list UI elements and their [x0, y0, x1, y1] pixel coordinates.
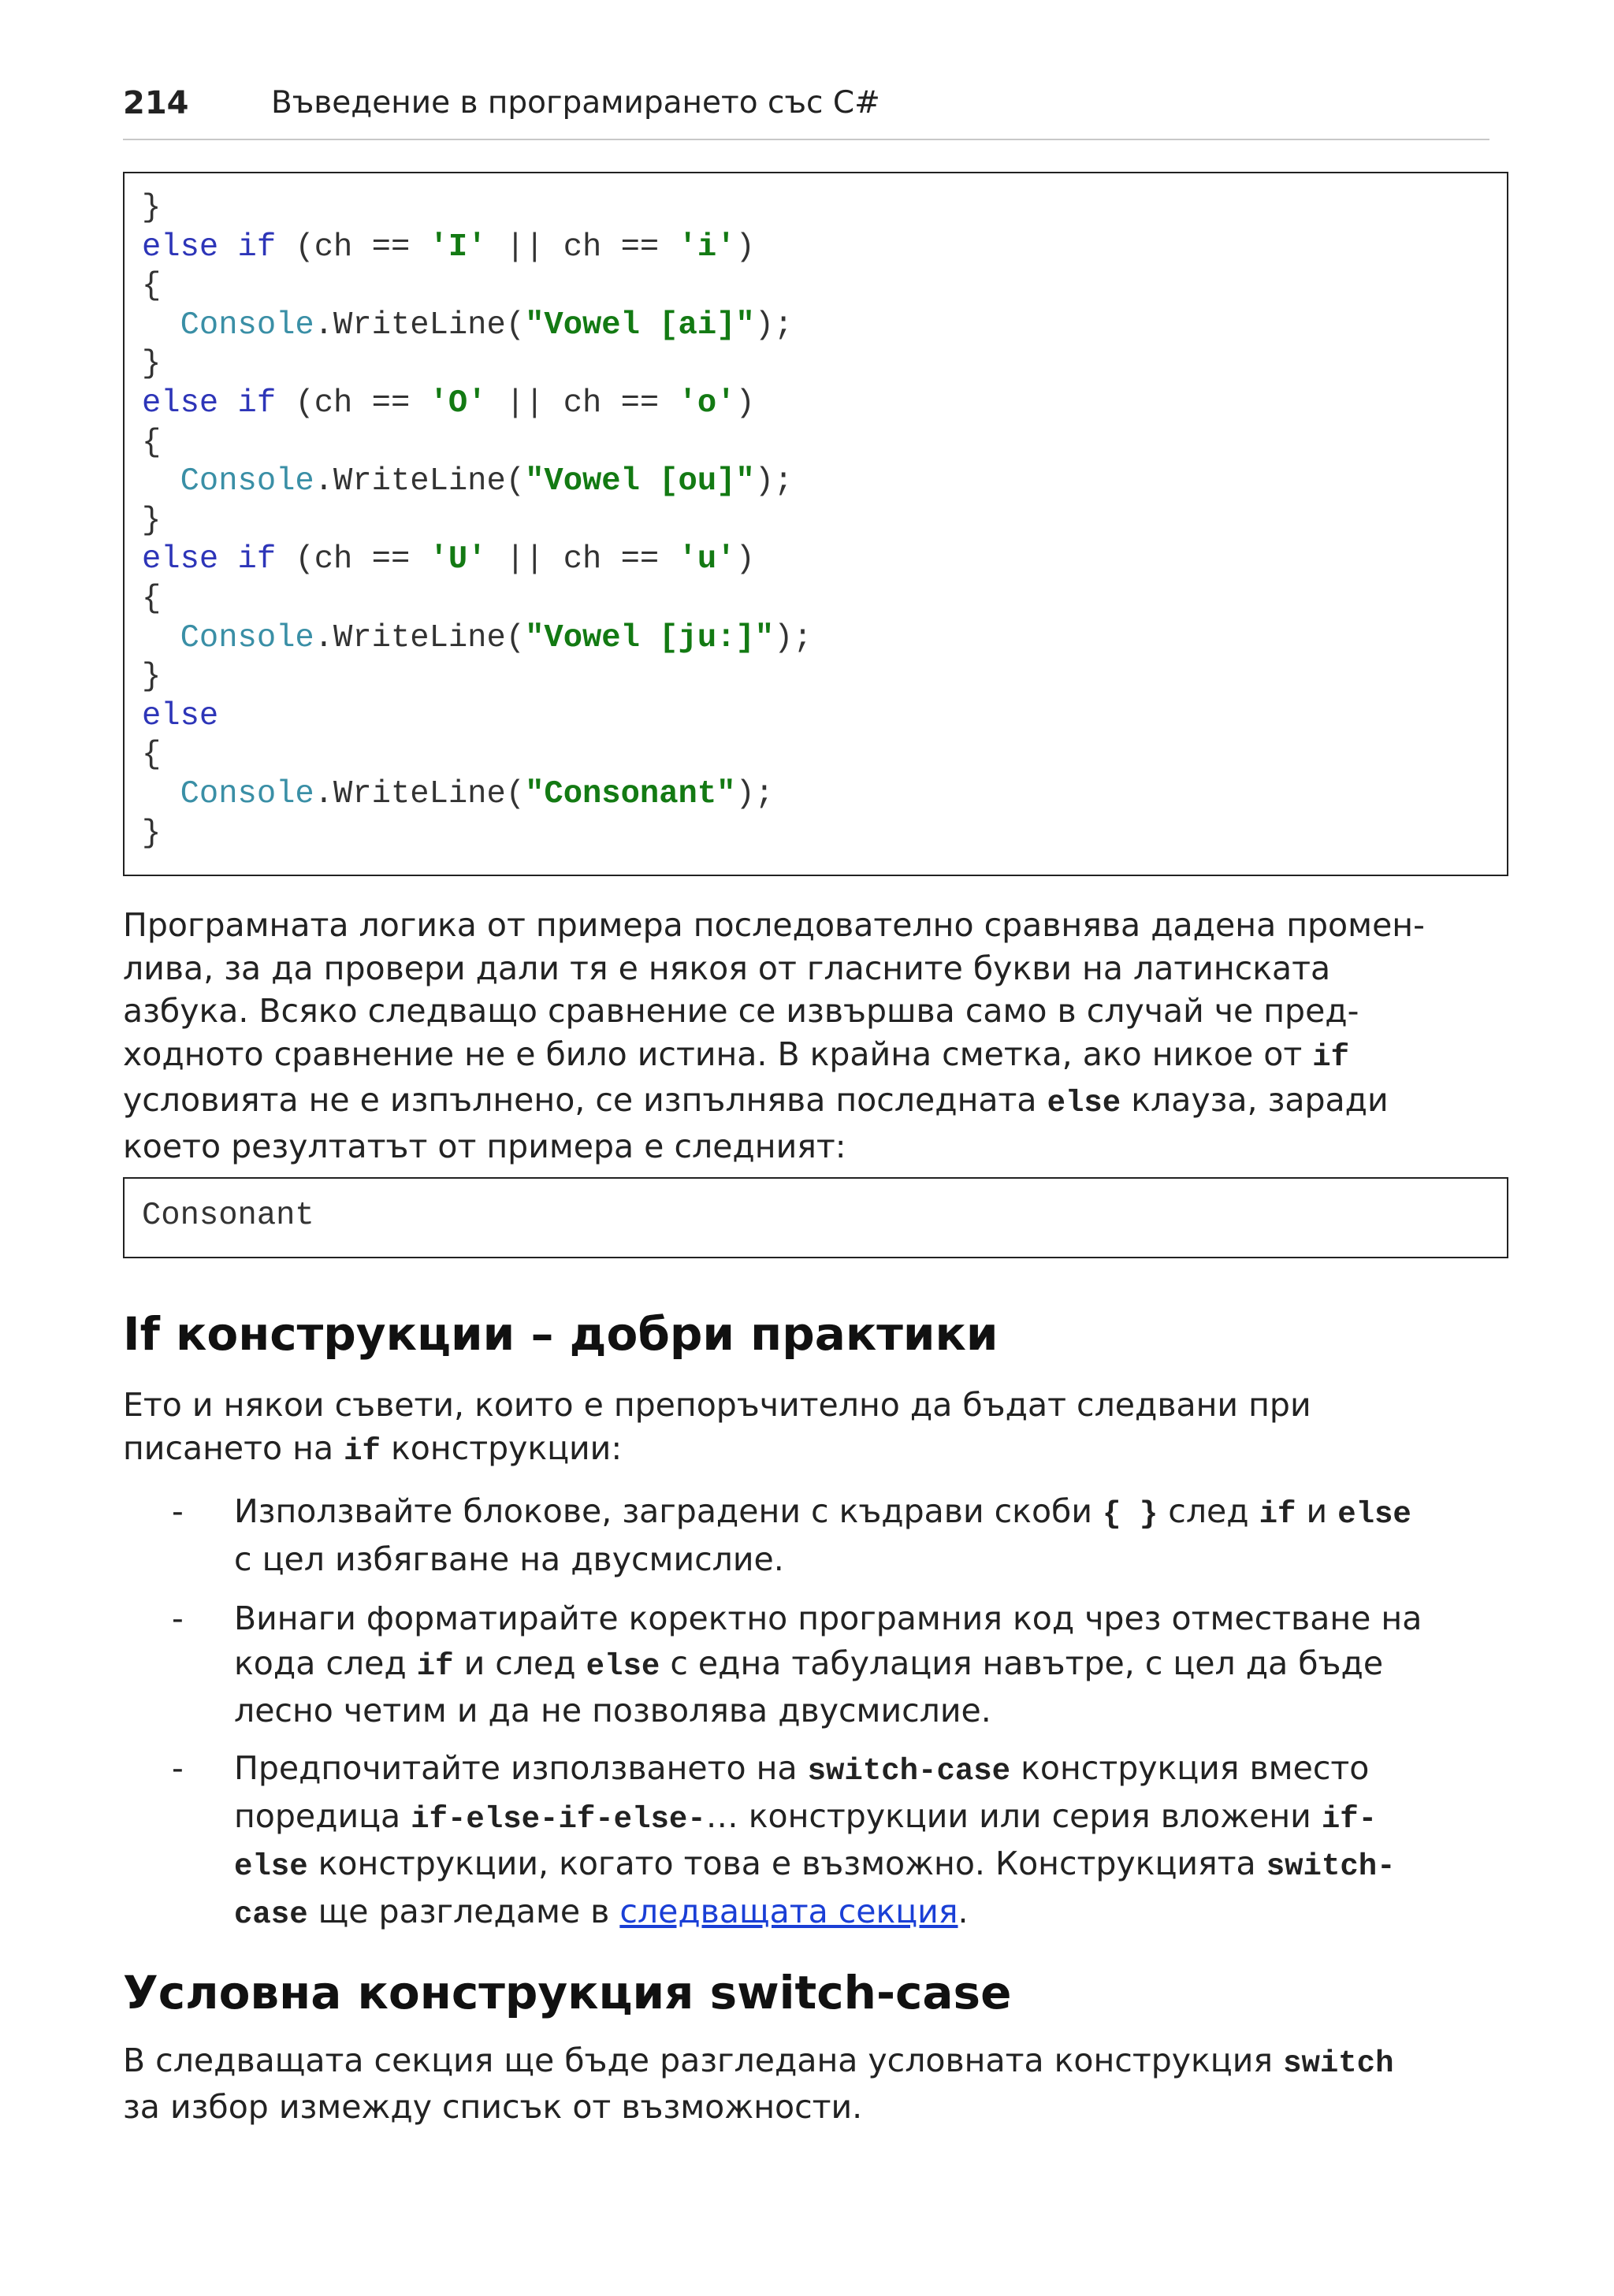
code-token: .WriteLine(	[314, 775, 526, 812]
paragraph-line	[123, 1079, 1489, 1125]
code-token: {	[142, 268, 162, 305]
bullet-dash: -	[172, 1599, 184, 1637]
inline-code: switch	[1283, 2046, 1394, 2081]
code-token: {	[142, 580, 162, 617]
list-line: Винаги форматирайте коректно програмния код чрез отместване на	[234, 1599, 1422, 1637]
code-line	[142, 619, 1507, 659]
code-line	[142, 775, 1507, 815]
code-token: );	[774, 619, 813, 656]
inline-code: if	[344, 1433, 381, 1469]
inline-code: else	[1337, 1497, 1411, 1532]
code-token: (ch ==	[276, 385, 430, 422]
code-token	[218, 541, 237, 578]
paragraph-line	[123, 2039, 1489, 2086]
code-line	[142, 463, 1507, 502]
code-line	[142, 697, 1507, 737]
code-token: {	[142, 737, 162, 774]
inline-code: { }	[1103, 1497, 1158, 1532]
page-number: 214	[123, 85, 189, 121]
list-text: ще разгледаме в	[318, 1892, 610, 1930]
code-token: Console	[180, 775, 314, 812]
code-token	[142, 307, 180, 344]
code-line	[142, 385, 1507, 424]
code-line	[142, 736, 1507, 775]
paragraph-text: конструкции:	[391, 1428, 623, 1467]
code-token	[218, 385, 237, 422]
paragraph-line: за избор измежду списък от възможности.	[123, 2087, 863, 2126]
list-text: Предпочитайте използването на	[234, 1749, 798, 1787]
code-token: .WriteLine(	[314, 307, 526, 344]
inline-code: if	[416, 1648, 454, 1684]
list-text: кода след	[234, 1644, 407, 1682]
code-token	[142, 776, 180, 812]
code-line	[142, 580, 1507, 619]
code-token: }	[142, 659, 162, 696]
code-token: "Vowel [ou]"	[525, 463, 755, 500]
code-token: 'O'	[429, 385, 487, 422]
list-text: … конструкции или серия вложени	[705, 1796, 1311, 1835]
code-token: {	[142, 424, 162, 461]
code-token: }	[142, 346, 162, 383]
paragraph-line: лива, за да провери дали тя е някоя от гласните букви на латинската	[123, 949, 1331, 987]
code-token: )	[735, 541, 755, 578]
list-item-text	[234, 1746, 1489, 1937]
paragraph-line: което резултатът от примера е следният:	[123, 1127, 846, 1165]
code-token: "Consonant"	[525, 775, 736, 812]
code-line	[142, 424, 1507, 463]
code-line	[142, 541, 1507, 580]
paragraph-line	[123, 1033, 1489, 1079]
code-line	[142, 815, 1507, 854]
code-listing	[123, 172, 1508, 876]
code-line	[142, 307, 1507, 346]
list-text: конструкция вместо	[1021, 1749, 1370, 1787]
code-line	[142, 658, 1507, 697]
paragraph-text: условията не е изпълнено, се изпълнява последната	[123, 1081, 1037, 1119]
code-token: }	[142, 190, 162, 226]
code-token: Console	[180, 463, 314, 500]
list-item-text	[234, 1596, 1489, 1733]
inline-code: case	[234, 1897, 308, 1932]
inline-code: else	[586, 1648, 660, 1684]
inline-code: if	[1259, 1497, 1296, 1532]
section-heading-switch: Условна конструкция switch-case	[123, 1966, 1012, 2019]
bullet-dash: -	[172, 1492, 184, 1530]
next-section-link[interactable]: следващата секция	[619, 1892, 958, 1930]
list-line	[234, 1746, 1489, 1794]
list-line	[234, 1489, 1489, 1537]
code-token	[142, 463, 180, 500]
code-token: if	[237, 228, 277, 266]
paragraph-line	[123, 1427, 1489, 1473]
code-token: else	[142, 541, 219, 578]
bullet-dash: -	[172, 1749, 184, 1787]
list-item-text	[234, 1489, 1489, 1581]
list-text: с една табулация навътре, с цел да бъде	[670, 1644, 1384, 1682]
code-token: Console	[180, 619, 314, 656]
list-line: лесно четим и да не позволява двусмислие.	[234, 1692, 991, 1729]
switch-intro-paragraph	[123, 2039, 1489, 2128]
code-line	[142, 189, 1507, 228]
code-token: if	[237, 385, 277, 422]
code-token: }	[142, 502, 162, 539]
code-line	[142, 502, 1507, 541]
code-token: if	[237, 541, 277, 578]
code-token: 'i'	[678, 228, 736, 266]
code-token: else	[142, 697, 219, 734]
code-token: || ch ==	[486, 541, 679, 578]
paragraph-text: ходното сравнение не е било истина. В крайна сметка, ако никое от	[123, 1035, 1303, 1073]
code-token: }	[142, 815, 162, 852]
inline-code: if-	[1321, 1801, 1378, 1837]
code-token: "Vowel [ai]"	[525, 307, 755, 344]
code-token: );	[735, 775, 775, 812]
code-token: || ch ==	[486, 228, 679, 266]
code-token: );	[754, 463, 794, 500]
inline-code: if	[1312, 1039, 1350, 1075]
code-token: .WriteLine(	[314, 619, 526, 656]
code-token	[218, 229, 237, 266]
list-text: поредица	[234, 1796, 401, 1835]
list-text: конструкции, когато това е възможно. Конструкцията	[318, 1845, 1256, 1882]
list-text: .	[958, 1892, 969, 1930]
code-token: );	[754, 307, 794, 344]
code-token: .WriteLine(	[314, 463, 526, 500]
list-line	[234, 1841, 1489, 1889]
book-title: Въведение в програмирането със C#	[271, 85, 880, 121]
list-line	[234, 1641, 1489, 1689]
list-line	[234, 1794, 1489, 1842]
code-token	[142, 620, 180, 656]
list-line	[234, 1889, 1489, 1937]
code-token: 'o'	[678, 385, 736, 422]
paragraph-line: азбука. Всяко следващо сравнение се извършва само в случай че пред-	[123, 992, 1359, 1030]
list-text: Използвайте блокове, заградени с къдрави скоби	[234, 1492, 1092, 1530]
code-token: (ch ==	[276, 541, 430, 578]
code-line	[142, 345, 1507, 385]
program-output: Consonant	[123, 1177, 1508, 1258]
paragraph-text: писането на	[123, 1428, 334, 1467]
explanation-paragraph	[123, 904, 1489, 1168]
page-header	[123, 79, 1489, 140]
code-token: 'u'	[678, 541, 736, 578]
code-token: else	[142, 228, 219, 266]
code-token: || ch ==	[486, 385, 679, 422]
inline-code: else	[234, 1849, 308, 1884]
code-token: "Vowel [ju:]"	[525, 619, 775, 656]
code-line	[142, 228, 1507, 268]
intro-paragraph	[123, 1384, 1489, 1473]
code-token: Console	[180, 307, 314, 344]
code-line	[142, 267, 1507, 307]
list-text: и	[1306, 1492, 1328, 1530]
code-token: )	[735, 228, 755, 266]
list-line: с цел избягване на двусмислие.	[234, 1540, 784, 1578]
paragraph-line: Програмната логика от примера последователно сравнява дадена промен-	[123, 906, 1425, 944]
inline-code: else	[1047, 1086, 1121, 1120]
code-token: 'U'	[429, 541, 487, 578]
list-text: и след	[463, 1644, 576, 1682]
list-text: след	[1168, 1492, 1249, 1530]
paragraph-text: В следващата секция ще бъде разгледана условната конструкция	[123, 2042, 1274, 2079]
code-token: 'I'	[429, 228, 487, 266]
inline-code: switch-	[1266, 1849, 1396, 1884]
code-token: )	[735, 385, 755, 422]
code-token: else	[142, 385, 219, 422]
inline-code: if-else-if-else-	[411, 1801, 706, 1837]
paragraph-text: клауза, заради	[1131, 1081, 1389, 1119]
paragraph-line: Ето и някои съвети, които е препоръчително да бъдат следвани при	[123, 1386, 1311, 1424]
section-heading: If конструкции – добри практики	[123, 1307, 999, 1361]
code-token: (ch ==	[276, 228, 430, 266]
inline-code: switch-case	[807, 1754, 1011, 1789]
